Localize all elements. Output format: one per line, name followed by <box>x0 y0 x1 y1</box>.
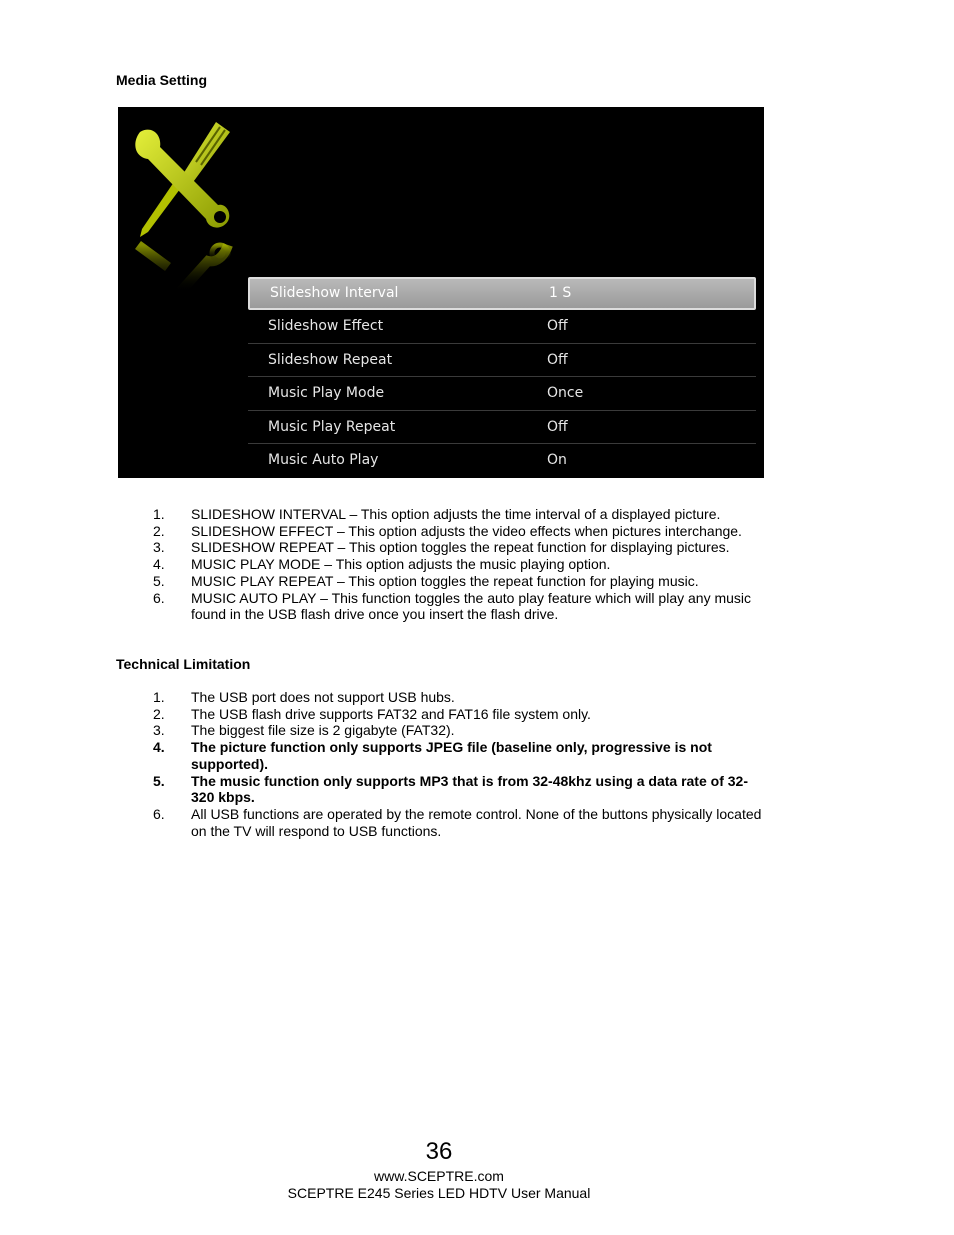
list-number: 4. <box>153 739 165 756</box>
menu-value: Once <box>547 385 584 402</box>
list-item <box>116 539 771 556</box>
technical-limitation-list <box>116 689 771 839</box>
list-item <box>116 773 771 806</box>
list-item <box>116 722 771 739</box>
menu-row-slideshow-repeat[interactable] <box>248 344 756 377</box>
list-number: 5. <box>153 772 165 789</box>
menu-value: Off <box>547 318 568 335</box>
list-item <box>116 506 771 523</box>
list-text: The music function only supports MP3 that is from 32-48khz using a data rate of 32-320 kbps. <box>191 772 748 806</box>
list-text: SLIDESHOW INTERVAL – This option adjusts the time interval of a displayed picture. <box>191 506 721 522</box>
list-number: 1. <box>153 689 165 705</box>
list-number: 5. <box>153 572 165 589</box>
menu-row-slideshow-interval[interactable] <box>248 277 756 310</box>
menu-value: 1 S <box>549 285 572 301</box>
list-number: 3. <box>153 722 165 739</box>
list-number: 3. <box>153 539 165 556</box>
list-number: 2. <box>153 705 165 722</box>
list-text: SLIDESHOW EFFECT – This option adjusts the video effects when pictures interchange. <box>191 522 742 539</box>
list-text: The USB port does not support USB hubs. <box>191 689 455 705</box>
list-number: 6. <box>153 805 165 822</box>
menu-label: Music Auto Play <box>268 451 379 468</box>
menu-value: Off <box>547 351 568 368</box>
footer-manual-title: SCEPTRE E245 Series LED HDTV User Manual <box>287 1185 591 1201</box>
menu-label: Music Play Mode <box>268 385 385 402</box>
page-number: 36 <box>425 1138 453 1165</box>
footer-website: www.SCEPTRE.com <box>374 1168 504 1184</box>
list-number: 4. <box>153 556 165 573</box>
list-item <box>116 523 771 540</box>
list-text: The biggest file size is 2 gigabyte (FAT32). <box>191 722 455 739</box>
list-text: SLIDESHOW REPEAT – This option toggles the repeat function for displaying pictures. <box>191 539 730 556</box>
menu-row-music-play-repeat[interactable] <box>248 411 756 444</box>
list-text: MUSIC PLAY MODE – This option adjusts the music playing option. <box>191 556 611 573</box>
menu-label: Music Play Repeat <box>268 418 396 435</box>
list-text: All USB functions are operated by the remote control. None of the buttons physically located on the TV will respond to USB functions. <box>191 805 762 839</box>
list-number: 1. <box>153 506 165 522</box>
list-item <box>116 556 771 573</box>
technical-limitation-heading: Technical Limitation <box>116 656 251 672</box>
menu-row-slideshow-effect[interactable] <box>248 310 756 343</box>
media-setting-list <box>116 506 771 623</box>
media-setting-heading: Media Setting <box>116 72 208 88</box>
menu-label: Slideshow Repeat <box>268 351 393 368</box>
menu-label: Slideshow Effect <box>268 318 384 335</box>
media-setting-screenshot <box>118 107 764 478</box>
menu-value: On <box>547 451 567 468</box>
menu-label: Slideshow Interval <box>270 285 399 301</box>
list-item <box>116 689 771 706</box>
list-text: The USB flash drive supports FAT32 and FAT16 file system only. <box>191 705 591 722</box>
menu-value: Off <box>547 418 568 435</box>
list-number: 2. <box>153 522 165 539</box>
list-item <box>116 806 771 839</box>
list-text: The picture function only supports JPEG file (baseline only, progressive is not supported). <box>191 739 712 772</box>
list-item <box>116 573 771 590</box>
list-text: MUSIC AUTO PLAY – This function toggles the auto play feature which will play any music found in the USB flash drive once you insert the flash drive. <box>191 589 752 623</box>
menu-row-music-play-mode[interactable] <box>248 377 756 410</box>
media-menu <box>248 277 756 477</box>
menu-row-music-auto-play[interactable] <box>248 444 756 477</box>
tools-icon <box>128 117 238 292</box>
list-item <box>116 590 771 623</box>
list-number: 6. <box>153 589 165 606</box>
list-text: MUSIC PLAY REPEAT – This option toggles the repeat function for playing music. <box>191 572 699 589</box>
list-item <box>116 739 771 772</box>
list-item <box>116 706 771 723</box>
